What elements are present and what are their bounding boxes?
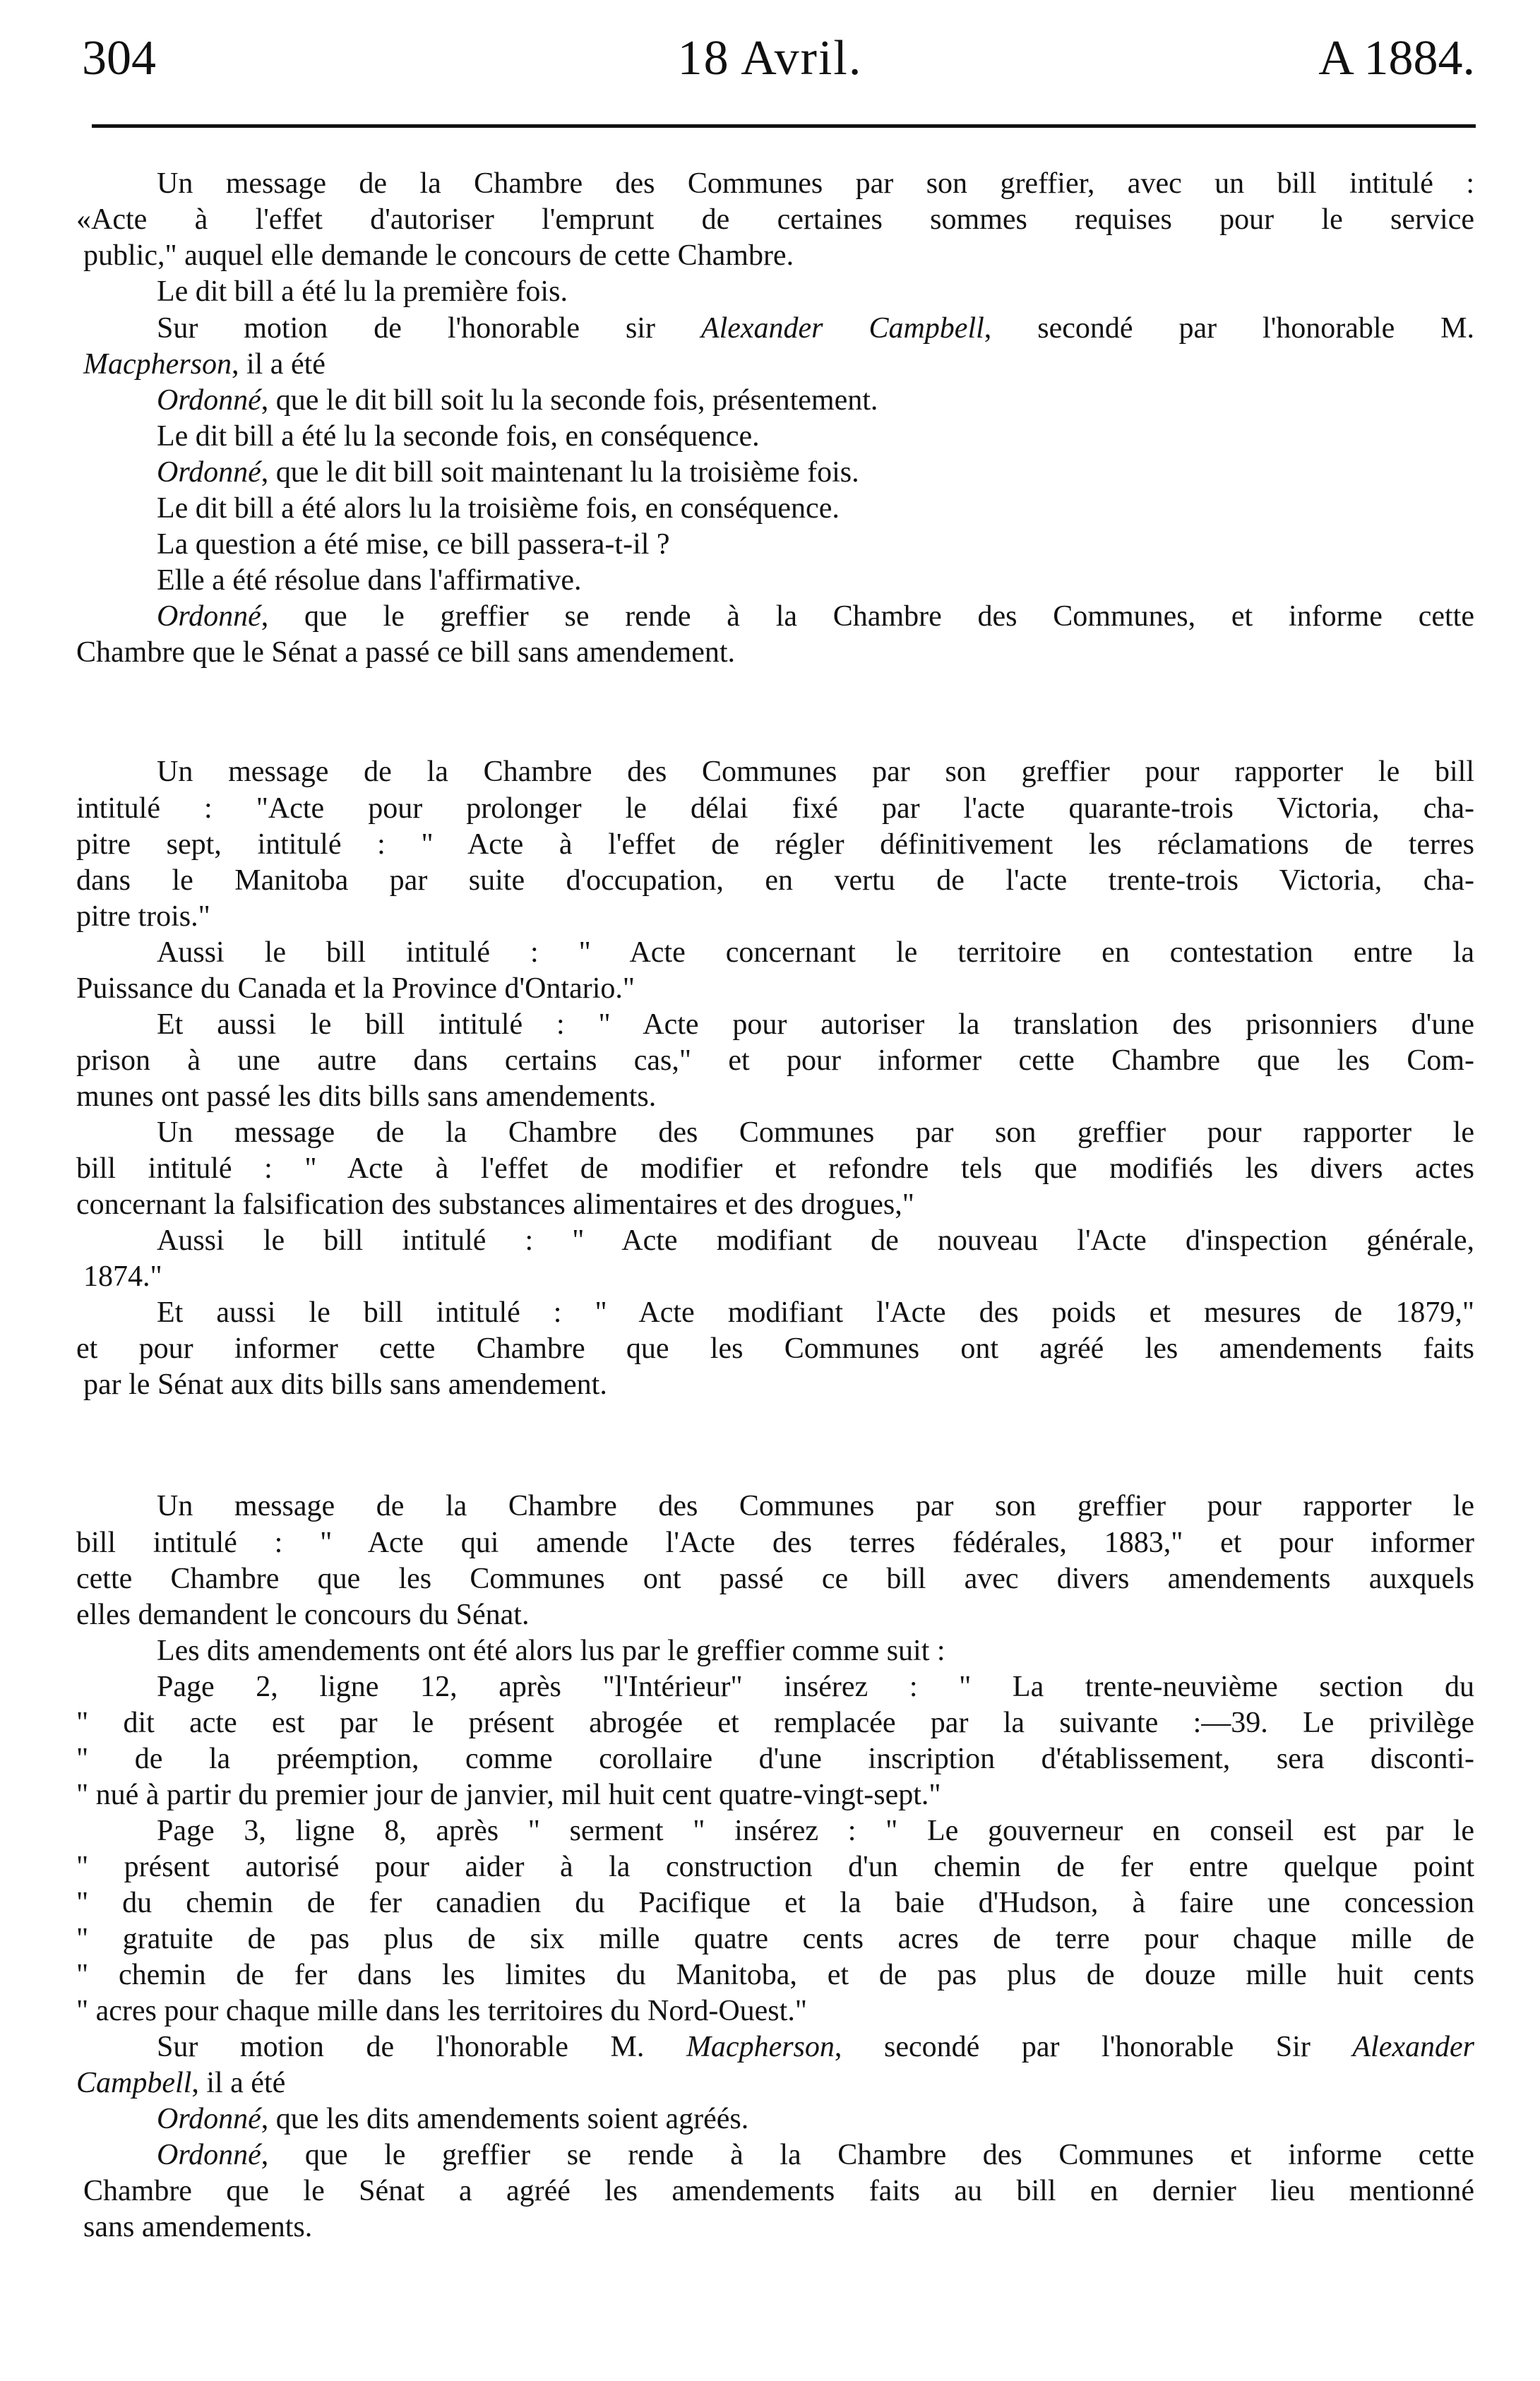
page-number: 304 (82, 31, 156, 85)
text-line (157, 2137, 1474, 2173)
text-line: Page 3, ligne 8, après " serment " insérez : " Le gouverneur en conseil est par le (157, 1815, 1474, 1847)
text-line: Un message de la Chambre des Communes par son greffier pour rapporter le bill (157, 756, 1474, 788)
text-line: " présent autorisé pour aider à la construction d'un chemin de fer entre quelque point (76, 1851, 1474, 1883)
text-line: " acres pour chaque mille dans les territoires du Nord-Ouest." (76, 1995, 807, 2027)
text-line: Le dit bill a été lu la première fois. (157, 275, 568, 308)
text-line: Page 2, ligne 12, après "l'Intérieur" insérez : " La trente-neuvième section du (157, 1671, 1474, 1703)
text-line: intitulé : "Acte pour prolonger le délai fixé par l'acte quarante-trois Victoria, cha- (76, 792, 1474, 825)
text-segment: Macpherson, il a été (83, 348, 326, 381)
text-line: «Acte à l'effet d'autoriser l'emprunt de certaines sommes requises pour le service (76, 203, 1474, 236)
text-line: pitre trois." (76, 900, 210, 933)
text-line: munes ont passé les dits bills sans amendements. (76, 1080, 657, 1113)
header-date: 18 Avril. (677, 31, 863, 85)
text-line: pitre sept, intitulé : " Acte à l'effet de régler définitivement les réclamations de terres (76, 828, 1474, 861)
header-year: A 1884. (1318, 31, 1475, 85)
text-segment: Campbell, il a été (76, 2067, 286, 2099)
text-line (157, 599, 1474, 634)
text-line: " gratuite de pas plus de six mille quatre cents acres de terre pour chaque mille de (76, 1923, 1474, 1955)
text-line (83, 347, 326, 382)
text-line (157, 383, 878, 418)
text-line (157, 311, 1474, 346)
text-line: " chemin de fer dans les limites du Manitoba, et de pas plus de douze mille huit cents (76, 1959, 1474, 1991)
text-line: sans amendements. (83, 2211, 313, 2243)
text-line: Aussi le bill intitulé : " Acte concernant le territoire en contestation entre la (157, 936, 1474, 969)
text-line: Le dit bill a été lu la seconde fois, en conséquence. (157, 420, 760, 453)
header-rule (92, 124, 1476, 128)
text-line: " dit acte est par le présent abrogée et remplacée par la suivante :—39. Le privilège (76, 1707, 1474, 1739)
text-line: Les dits amendements ont été alors lus par le greffier comme suit : (157, 1635, 945, 1667)
text-line: Le dit bill a été alors lu la troisième fois, en conséquence. (157, 492, 840, 525)
text-line: " nué à partir du premier jour de janvier, mil huit cent quatre-vingt-sept." (76, 1779, 941, 1811)
text-line: Un message de la Chambre des Communes par son greffier, avec un bill intitulé : (157, 167, 1474, 200)
text-line: elles demandent le concours du Sénat. (76, 1599, 530, 1631)
text-segment: Ordonné, que le greffier se rende à la Chambre des Communes et informe cette (157, 2139, 1474, 2171)
text-line: et pour informer cette Chambre que les Communes ont agréé les amendements faits (76, 1332, 1474, 1365)
text-line: " du chemin de fer canadien du Pacifique et la baie d'Hudson, à faire une concession (76, 1887, 1474, 1919)
text-line (157, 2101, 748, 2137)
text-line: concernant la falsification des substances alimentaires et des drogues," (76, 1188, 914, 1221)
text-segment: Sur motion de l'honorable sir Alexander Campbell, secondé par l'honorable M. (157, 312, 1475, 345)
text-segment: Ordonné, que le dit bill soit maintenant lu la troisième fois. (157, 456, 859, 489)
text-segment: Ordonné, que les dits amendements soient agréés. (157, 2103, 749, 2135)
text-line: " de la préemption, comme corollaire d'une inscription d'établissement, sera disconti- (76, 1743, 1474, 1775)
text-line: public," auquel elle demande le concours de cette Chambre. (83, 239, 794, 272)
text-line: par le Sénat aux dits bills sans amendement. (83, 1368, 607, 1401)
text-line: 1874." (83, 1260, 162, 1293)
text-line (157, 2029, 1474, 2065)
text-line (76, 2065, 285, 2101)
text-line: Elle a été résolue dans l'affirmative. (157, 564, 582, 597)
text-line: dans le Manitoba par suite d'occupation, en vertu de l'acte trente-trois Victoria, cha- (76, 864, 1474, 897)
text-line: Un message de la Chambre des Communes par son greffier pour rapporter le (157, 1116, 1474, 1149)
text-line: Chambre que le Sénat a agréé les amendements faits au bill en dernier lieu mentionné (83, 2175, 1474, 2207)
text-line: cette Chambre que les Communes ont passé ce bill avec divers amendements auxquels (76, 1563, 1474, 1595)
text-line: Puissance du Canada et la Province d'Ontario." (76, 972, 635, 1005)
text-line: Chambre que le Sénat a passé ce bill sans amendement. (76, 636, 736, 669)
text-line: La question a été mise, ce bill passera-t-il ? (157, 528, 670, 561)
text-line: Et aussi le bill intitulé : " Acte modifiant l'Acte des poids et mesures de 1879," (157, 1296, 1474, 1329)
text-line: bill intitulé : " Acte qui amende l'Acte des terres fédérales, 1883," et pour informer (76, 1527, 1474, 1559)
text-segment: Ordonné, que le greffier se rende à la Chambre des Communes, et informe cette (157, 600, 1474, 633)
text-line: Aussi le bill intitulé : " Acte modifiant de nouveau l'Acte d'inspection générale, (157, 1224, 1474, 1257)
text-line: Et aussi le bill intitulé : " Acte pour autoriser la translation des prisonniers d'une (157, 1008, 1474, 1041)
text-line (157, 455, 859, 490)
running-head (0, 27, 1540, 90)
text-line: Un message de la Chambre des Communes par son greffier pour rapporter le (157, 1490, 1474, 1522)
text-line: prison à une autre dans certains cas," et pour informer cette Chambre que les Com- (76, 1044, 1474, 1077)
text-segment: Sur motion de l'honorable M. Macpherson, secondé par l'honorable Sir Alexander (157, 2031, 1474, 2063)
text-segment: Ordonné, que le dit bill soit lu la seconde fois, présentement. (157, 384, 878, 417)
text-line: bill intitulé : " Acte à l'effet de modifier et refondre tels que modifiés les divers actes (76, 1152, 1474, 1185)
